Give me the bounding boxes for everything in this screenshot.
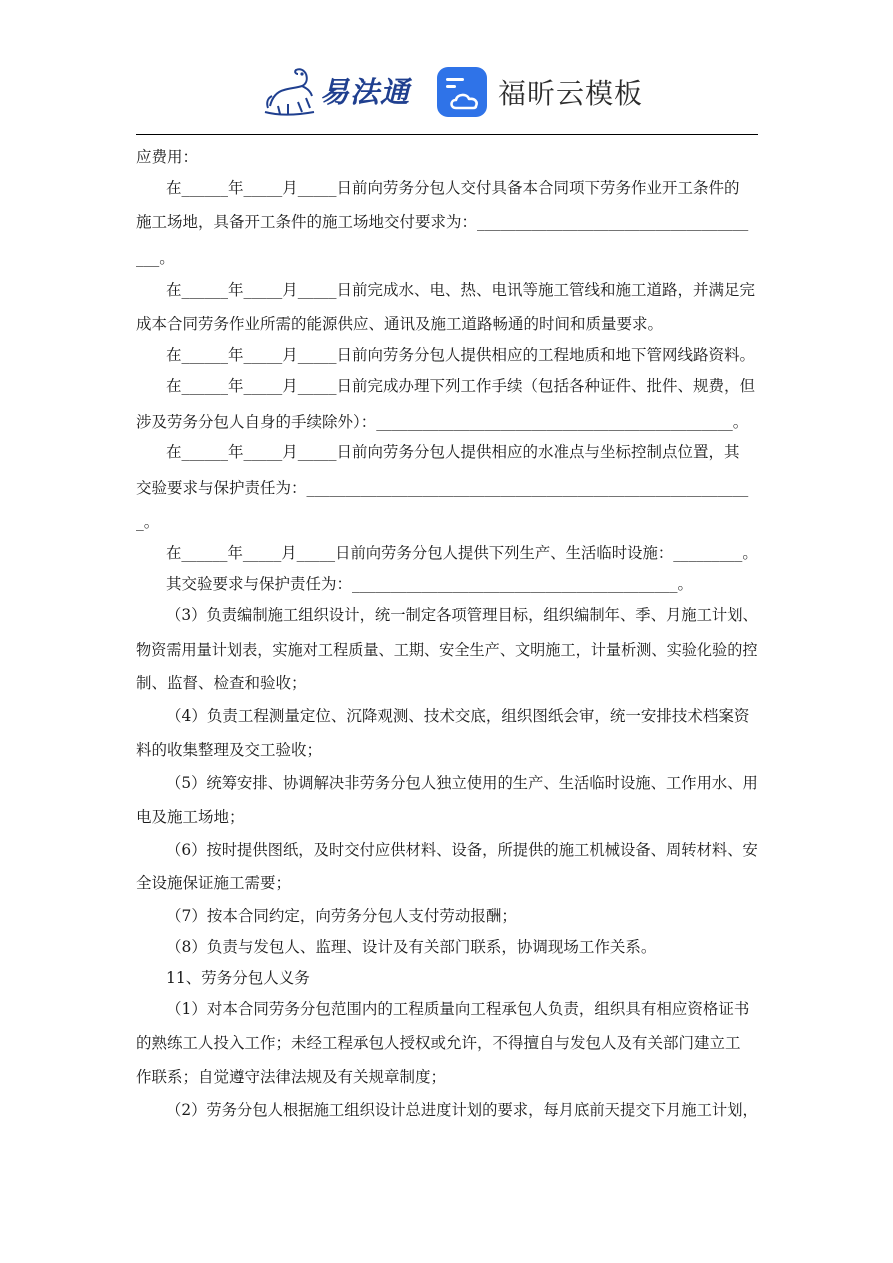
text-line: 成本合同劳务作业所需的能源供应、通讯及施工道路畅通的时间和质量要求。 (136, 315, 664, 333)
text-line: （8）负责与发包人、监理、设计及有关部门联系，协调现场工作关系。 (166, 938, 657, 956)
fuxin-logo (436, 65, 643, 119)
yifatong-wordmark: 易法通 (320, 74, 411, 109)
text-line: 全设施保证施工需要； (136, 874, 292, 892)
text-line: （5）统筹安排、协调解决非劳务分包人独立使用的生产、生活临时设施、工作用水、用 (166, 774, 758, 792)
text-line: 在______年_____月_____日前向劳务分包人提供下列生产、生活临时设施：_________。 (166, 544, 758, 562)
section-heading: 11、劳务分包人义务 (166, 969, 310, 987)
text-line: 在______年_____月_____日前完成办理下列工作手续（包括各种证件、批件、规费，但 (166, 377, 756, 395)
text-line: （4）负责工程测量定位、沉降观测、技术交底，组织图纸会审，统一安排技术档案资 (166, 707, 750, 725)
page-header (0, 60, 893, 124)
text-line: （7）按本合同约定，向劳务分包人支付劳动报酬； (166, 907, 517, 925)
text-line: 在______年_____月_____日前向劳务分包人提供相应的水准点与坐标控制点位置，其 (166, 443, 740, 461)
text-line: 其交验要求与保护责任为：__________________________________________。 (166, 575, 694, 593)
text-line: 交验要求与保护责任为：_________________________________________________________ (136, 479, 749, 497)
text-line: 涉及劳务分包人自身的手续除外）：______________________________________________。 (136, 413, 749, 431)
text-line: 在______年_____月_____日前向劳务分包人提供相应的工程地质和地下管网线路资料。 (166, 346, 756, 364)
text-line: 制、监督、检查和验收； (136, 674, 307, 692)
cloud-document-icon (436, 66, 488, 118)
text-line: （3）负责编制施工组织设计，统一制定各项管理目标，组织编制年、季、月施工计划、 (166, 606, 758, 624)
text-line: _。 (136, 513, 160, 531)
text-line: （2）劳务分包人根据施工组织设计总进度计划的要求，每月底前天提交下月施工计划， (166, 1101, 758, 1119)
text-line: 作联系；自觉遵守法律法规及有关规章制度； (136, 1068, 447, 1086)
text-line: 施工场地，具备开工条件的施工场地交付要求为：___________________________________ (136, 213, 749, 231)
fuxin-wordmark: 福昕云模板 (498, 77, 644, 110)
header-divider (136, 134, 758, 135)
text-line: 料的收集整理及交工验收； (136, 741, 323, 759)
text-line: 电及施工场地； (136, 808, 245, 826)
text-line: 在______年_____月_____日前完成水、电、热、电讯等施工管线和施工道路，并满足完 (166, 281, 756, 299)
text-line: 的熟练工人投入工作；未经工程承包人授权或允许，不得擅自与发包人及有关部门建立工 (136, 1034, 741, 1052)
yifatong-logo (262, 62, 410, 118)
qilin-emblem-icon (262, 62, 318, 118)
text-line: （1）对本合同劳务分包范围内的工程质量向工程承包人负责，组织具有相应资格证书 (166, 1000, 750, 1018)
text-line: （6）按时提供图纸，及时交付应供材料、设备，所提供的施工机械设备、周转材料、安 (166, 841, 758, 859)
text-line: 物资需用量计划表，实施对工程质量、工期、安全生产、文明施工，计量析测、实验化验的控 (136, 641, 758, 659)
text-line: ___。 (136, 249, 175, 267)
text-line: 在______年_____月_____日前向劳务分包人交付具备本合同项下劳务作业开工条件的 (166, 179, 740, 197)
text-line: 应费用： (136, 148, 199, 166)
